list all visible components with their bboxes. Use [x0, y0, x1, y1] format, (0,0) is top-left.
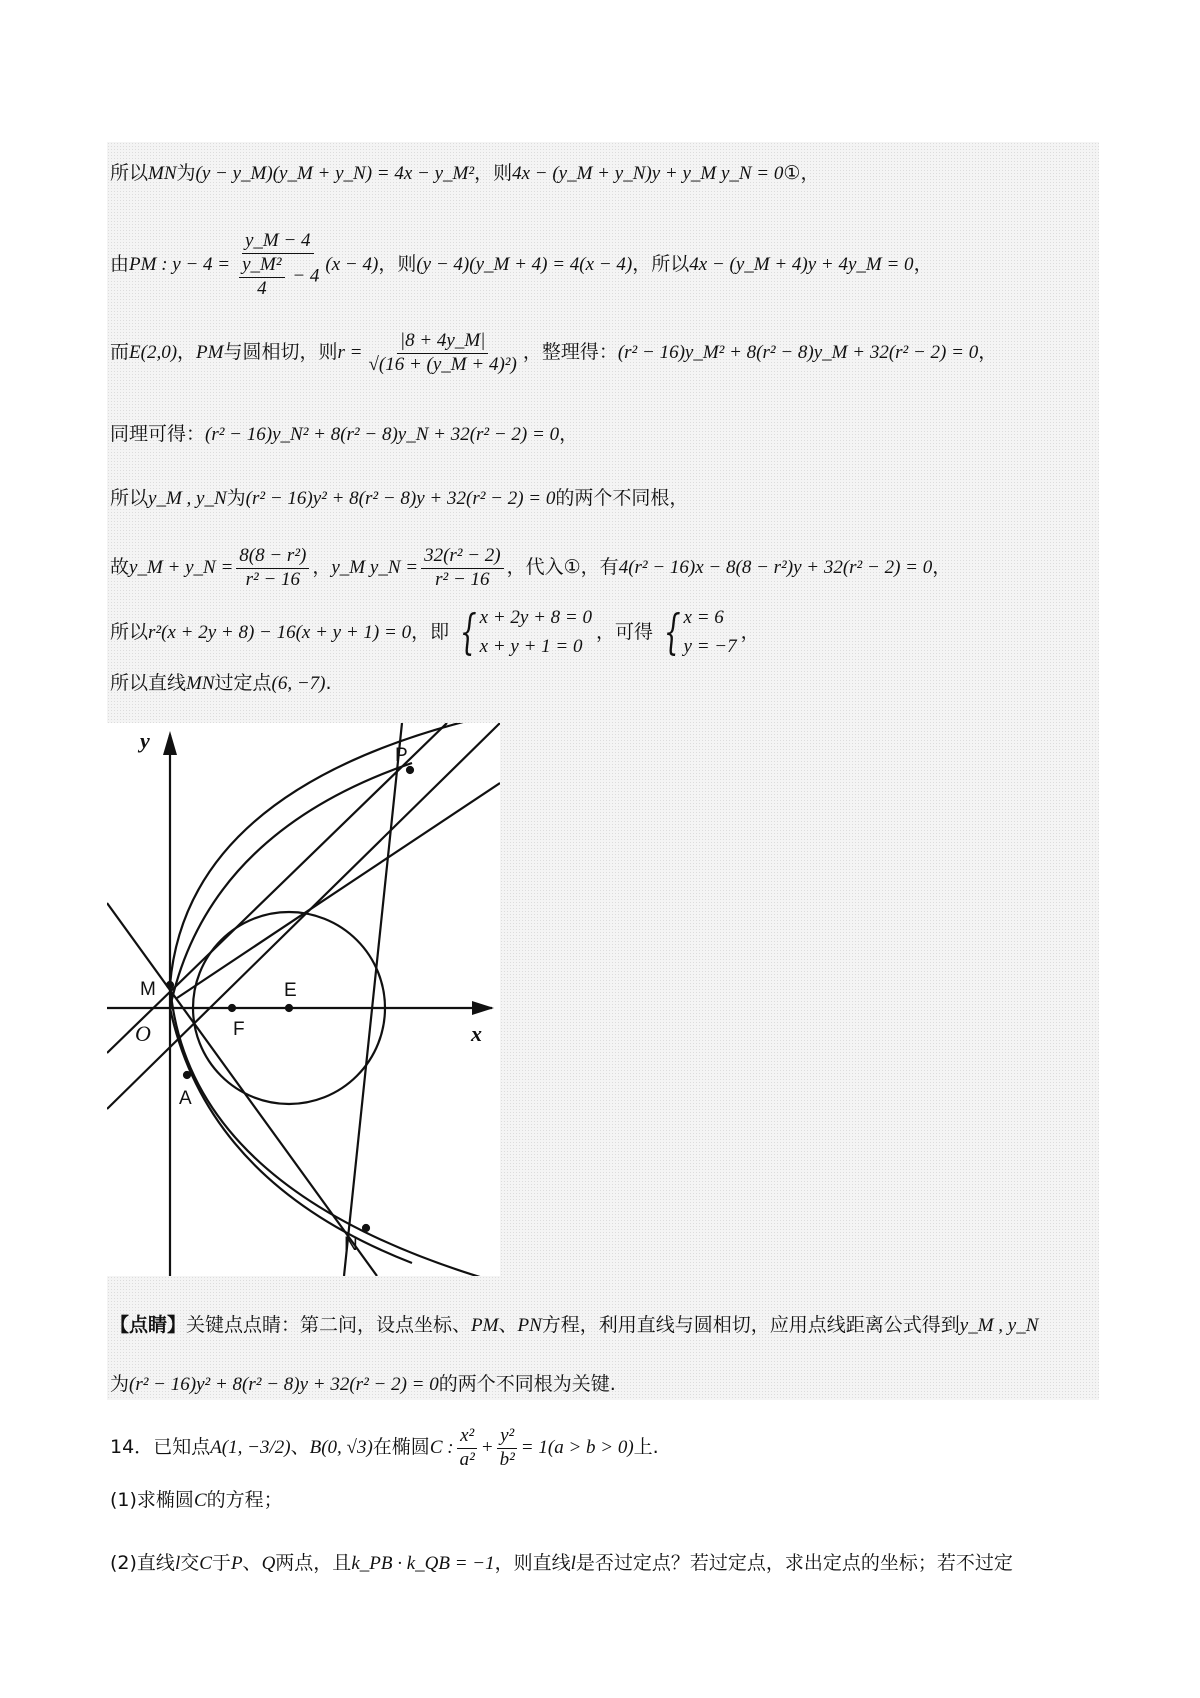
system-row: x = 6	[683, 607, 724, 628]
math-mn: MN	[148, 163, 177, 184]
text: 求椭圆	[136, 1489, 194, 1511]
system-row: x + 2y + 8 = 0	[479, 607, 592, 628]
tangent-line-pn	[344, 723, 402, 1276]
label-m: M	[140, 979, 156, 1000]
label-a: A	[179, 1088, 192, 1109]
equation: (r² − 16)y_M² + 8(r² − 8)y_M + 32(r² − 2) = 0	[617, 342, 979, 364]
slope-product: k_PB · k_QB = −1	[351, 1553, 495, 1574]
fraction-denominator	[233, 254, 322, 301]
text: 故	[110, 556, 130, 579]
math-pn: PN	[517, 1315, 542, 1336]
equation-lhs: PM : y − 4 =	[129, 254, 231, 276]
question-14-part-1	[110, 1489, 283, 1513]
text: 交	[180, 1552, 200, 1574]
text: 为	[176, 162, 196, 184]
fraction-numerator: y²	[497, 1425, 517, 1449]
label-f: F	[233, 1019, 245, 1040]
fixed-point: (6, −7)	[271, 673, 326, 694]
line-l: l	[174, 1553, 181, 1574]
fraction-sum	[236, 545, 309, 592]
text: ，则	[474, 162, 513, 184]
fraction-denominator: √(16 + (y_M + 4)²)	[368, 353, 517, 375]
text: ，整理得：	[522, 341, 618, 364]
text: 同理可得：	[110, 423, 206, 445]
text: ，	[740, 620, 760, 643]
label-y-axis: y	[140, 728, 150, 753]
point-b: B(0, √3)	[309, 1437, 373, 1459]
fraction-numerator: 32(r² − 2)	[421, 545, 504, 569]
part-label: (1)	[110, 1489, 137, 1511]
text: 所以	[110, 487, 149, 509]
fraction-distance	[365, 330, 519, 377]
text: ，即	[411, 620, 450, 643]
math-pm: PM	[471, 1315, 499, 1336]
equation: (r² − 16)y_N² + 8(r² − 8)y_N + 32(r² − 2) = 0	[205, 424, 560, 445]
point-a: A(1, −3/2)	[210, 1437, 291, 1459]
question-14	[110, 1425, 659, 1472]
text: ，	[312, 556, 332, 579]
text: 的两个不同根为关键.	[438, 1373, 616, 1395]
text: 过定点	[214, 672, 272, 694]
text: ，代入①，有	[506, 556, 619, 579]
equation-tail: (x − 4)	[325, 254, 379, 276]
text: ，则	[378, 253, 417, 276]
equation: 4x − (y_M + 4)y + 4y_M = 0	[689, 254, 914, 276]
text: 于	[211, 1552, 231, 1574]
denominator-rest: − 4	[292, 265, 320, 287]
equation-system-1	[453, 603, 592, 662]
figure-svg	[107, 723, 500, 1276]
solution-line-1	[110, 162, 819, 186]
system-row: x + y + 1 = 0	[479, 636, 583, 658]
text: ，	[800, 162, 820, 184]
question-14-part-2	[110, 1552, 1013, 1576]
fraction-y	[497, 1425, 518, 1472]
equation: 4(r² − 16)x − 8(8 − r²)y + 32(r² − 2) = 0	[618, 557, 933, 579]
text: ，	[978, 341, 998, 364]
point-q: Q	[261, 1553, 276, 1574]
circled-one: ①	[783, 162, 801, 184]
point-f	[229, 1005, 235, 1011]
note-line-2	[110, 1373, 616, 1397]
geometry-figure	[107, 723, 500, 1276]
text: ，则直线	[494, 1552, 571, 1574]
equation-lhs: r =	[337, 342, 363, 364]
inner-numerator: y_M²	[239, 254, 284, 278]
solution-line-5	[110, 487, 688, 511]
solution-line-4	[110, 423, 578, 447]
label-e: E	[284, 980, 297, 1001]
solution-line-3	[110, 330, 997, 377]
text: 的两个不同根，	[555, 487, 689, 509]
equation-1: 4x − (y_M + y_N)y + y_M y_N = 0	[512, 163, 784, 184]
text: 方程，利用直线与圆相切，应用点线距离公式得到	[541, 1314, 960, 1336]
line-a-p	[107, 723, 500, 1109]
text: 是否过定点？若过定点，求出定点的坐标；若不过定	[575, 1552, 1013, 1574]
text: 为	[110, 1373, 130, 1395]
point-e: E(2,0)	[129, 342, 178, 364]
point-m	[167, 982, 173, 988]
equation-rest: = 1(a > b > 0)	[520, 1437, 634, 1459]
fraction-denominator: a²	[459, 1448, 475, 1470]
text: 所以	[110, 162, 149, 184]
system-row: y = −7	[683, 636, 737, 658]
equation: (r² − 16)y² + 8(r² − 8)y + 32(r² − 2) = 0	[245, 488, 556, 509]
text: ，	[559, 423, 579, 445]
ellipse-name: C	[199, 1553, 212, 1574]
equation-system-2	[657, 603, 737, 662]
line-f-p	[177, 783, 500, 998]
fraction-numerator: y_M − 4	[242, 230, 314, 254]
math-pm: PM	[196, 342, 224, 364]
point-n	[363, 1225, 369, 1231]
plus-sign: +	[480, 1437, 494, 1459]
part-label: (2)	[110, 1552, 137, 1574]
text: 由	[110, 253, 130, 276]
equation: (y − 4)(y_M + 4) = 4(x − 4)	[416, 254, 633, 276]
text: ，可得	[595, 620, 653, 643]
point-p	[407, 767, 413, 773]
text: ，	[913, 253, 933, 276]
point-p: P	[230, 1553, 243, 1574]
text: 所以	[110, 620, 149, 643]
text: 与圆相切，则	[223, 341, 338, 364]
x-axis-arrow-icon	[472, 1001, 494, 1015]
text: ，所以	[632, 253, 690, 276]
line-l: l	[570, 1553, 576, 1574]
fraction-numerator: 8(8 − r²)	[236, 545, 309, 569]
inner-fraction	[239, 254, 284, 301]
text: 已知点	[153, 1436, 211, 1459]
solution-line-2	[110, 230, 933, 300]
fraction-product	[421, 545, 504, 592]
note-tag: 【点睛】	[110, 1314, 187, 1336]
y-axis-arrow-icon	[163, 731, 177, 755]
text: 为	[226, 487, 246, 509]
fraction-numerator: x²	[457, 1425, 477, 1449]
label-x-axis: x	[471, 1021, 482, 1046]
line-m-n	[107, 903, 377, 1276]
note-line-1	[110, 1314, 1038, 1338]
fraction-denominator: b²	[499, 1448, 515, 1470]
text: .	[325, 672, 332, 694]
question-number: 14．	[110, 1436, 154, 1459]
text: 、	[498, 1314, 518, 1336]
fraction-denominator: r² − 16	[245, 568, 301, 590]
text: 直线	[136, 1552, 175, 1574]
ellipse-name: C :	[429, 1437, 454, 1459]
ellipse-name: C	[193, 1490, 207, 1511]
fraction-x	[457, 1425, 478, 1472]
fraction-denominator: r² − 16	[435, 568, 490, 590]
equation-lhs: y_M + y_N =	[129, 557, 234, 579]
fraction-numerator: |8 + 4y_M|	[397, 330, 489, 354]
left-brace: {	[459, 604, 477, 661]
equation-lhs: y_M y_N =	[331, 557, 419, 579]
point-e	[286, 1005, 292, 1011]
text: 上.	[633, 1436, 659, 1459]
text: 关键点点睛：第二问，设点坐标、	[186, 1314, 472, 1336]
text: 、	[290, 1436, 310, 1459]
label-p: P	[395, 745, 408, 766]
text: 所以直线	[110, 672, 187, 694]
inner-denominator: 4	[257, 277, 267, 299]
text: 而	[110, 341, 130, 364]
text: 、	[242, 1552, 262, 1574]
label-origin: O	[135, 1021, 151, 1046]
math-mn: MN	[186, 673, 215, 694]
equation: r²(x + 2y + 8) − 16(x + y + 1) = 0	[148, 621, 412, 643]
point-a	[184, 1072, 190, 1078]
text: ，	[177, 341, 197, 364]
equation: (r² − 16)y² + 8(r² − 8)y + 32(r² − 2) = 0	[129, 1374, 439, 1395]
text: 的方程；	[206, 1489, 283, 1511]
label-n: N	[344, 1234, 358, 1255]
solution-line-8	[110, 672, 332, 696]
text: 两点，且	[275, 1552, 352, 1574]
left-brace: {	[663, 604, 681, 661]
variables: y_M , y_N	[959, 1315, 1039, 1336]
fraction-slope	[233, 230, 322, 300]
solution-line-7	[110, 603, 760, 662]
equation: (y − y_M)(y_M + y_N) = 4x − y_M²	[195, 163, 475, 184]
variables: y_M , y_N	[148, 488, 227, 509]
solution-line-6	[110, 545, 951, 592]
text: ，	[932, 556, 952, 579]
text: 在椭圆	[372, 1436, 430, 1459]
